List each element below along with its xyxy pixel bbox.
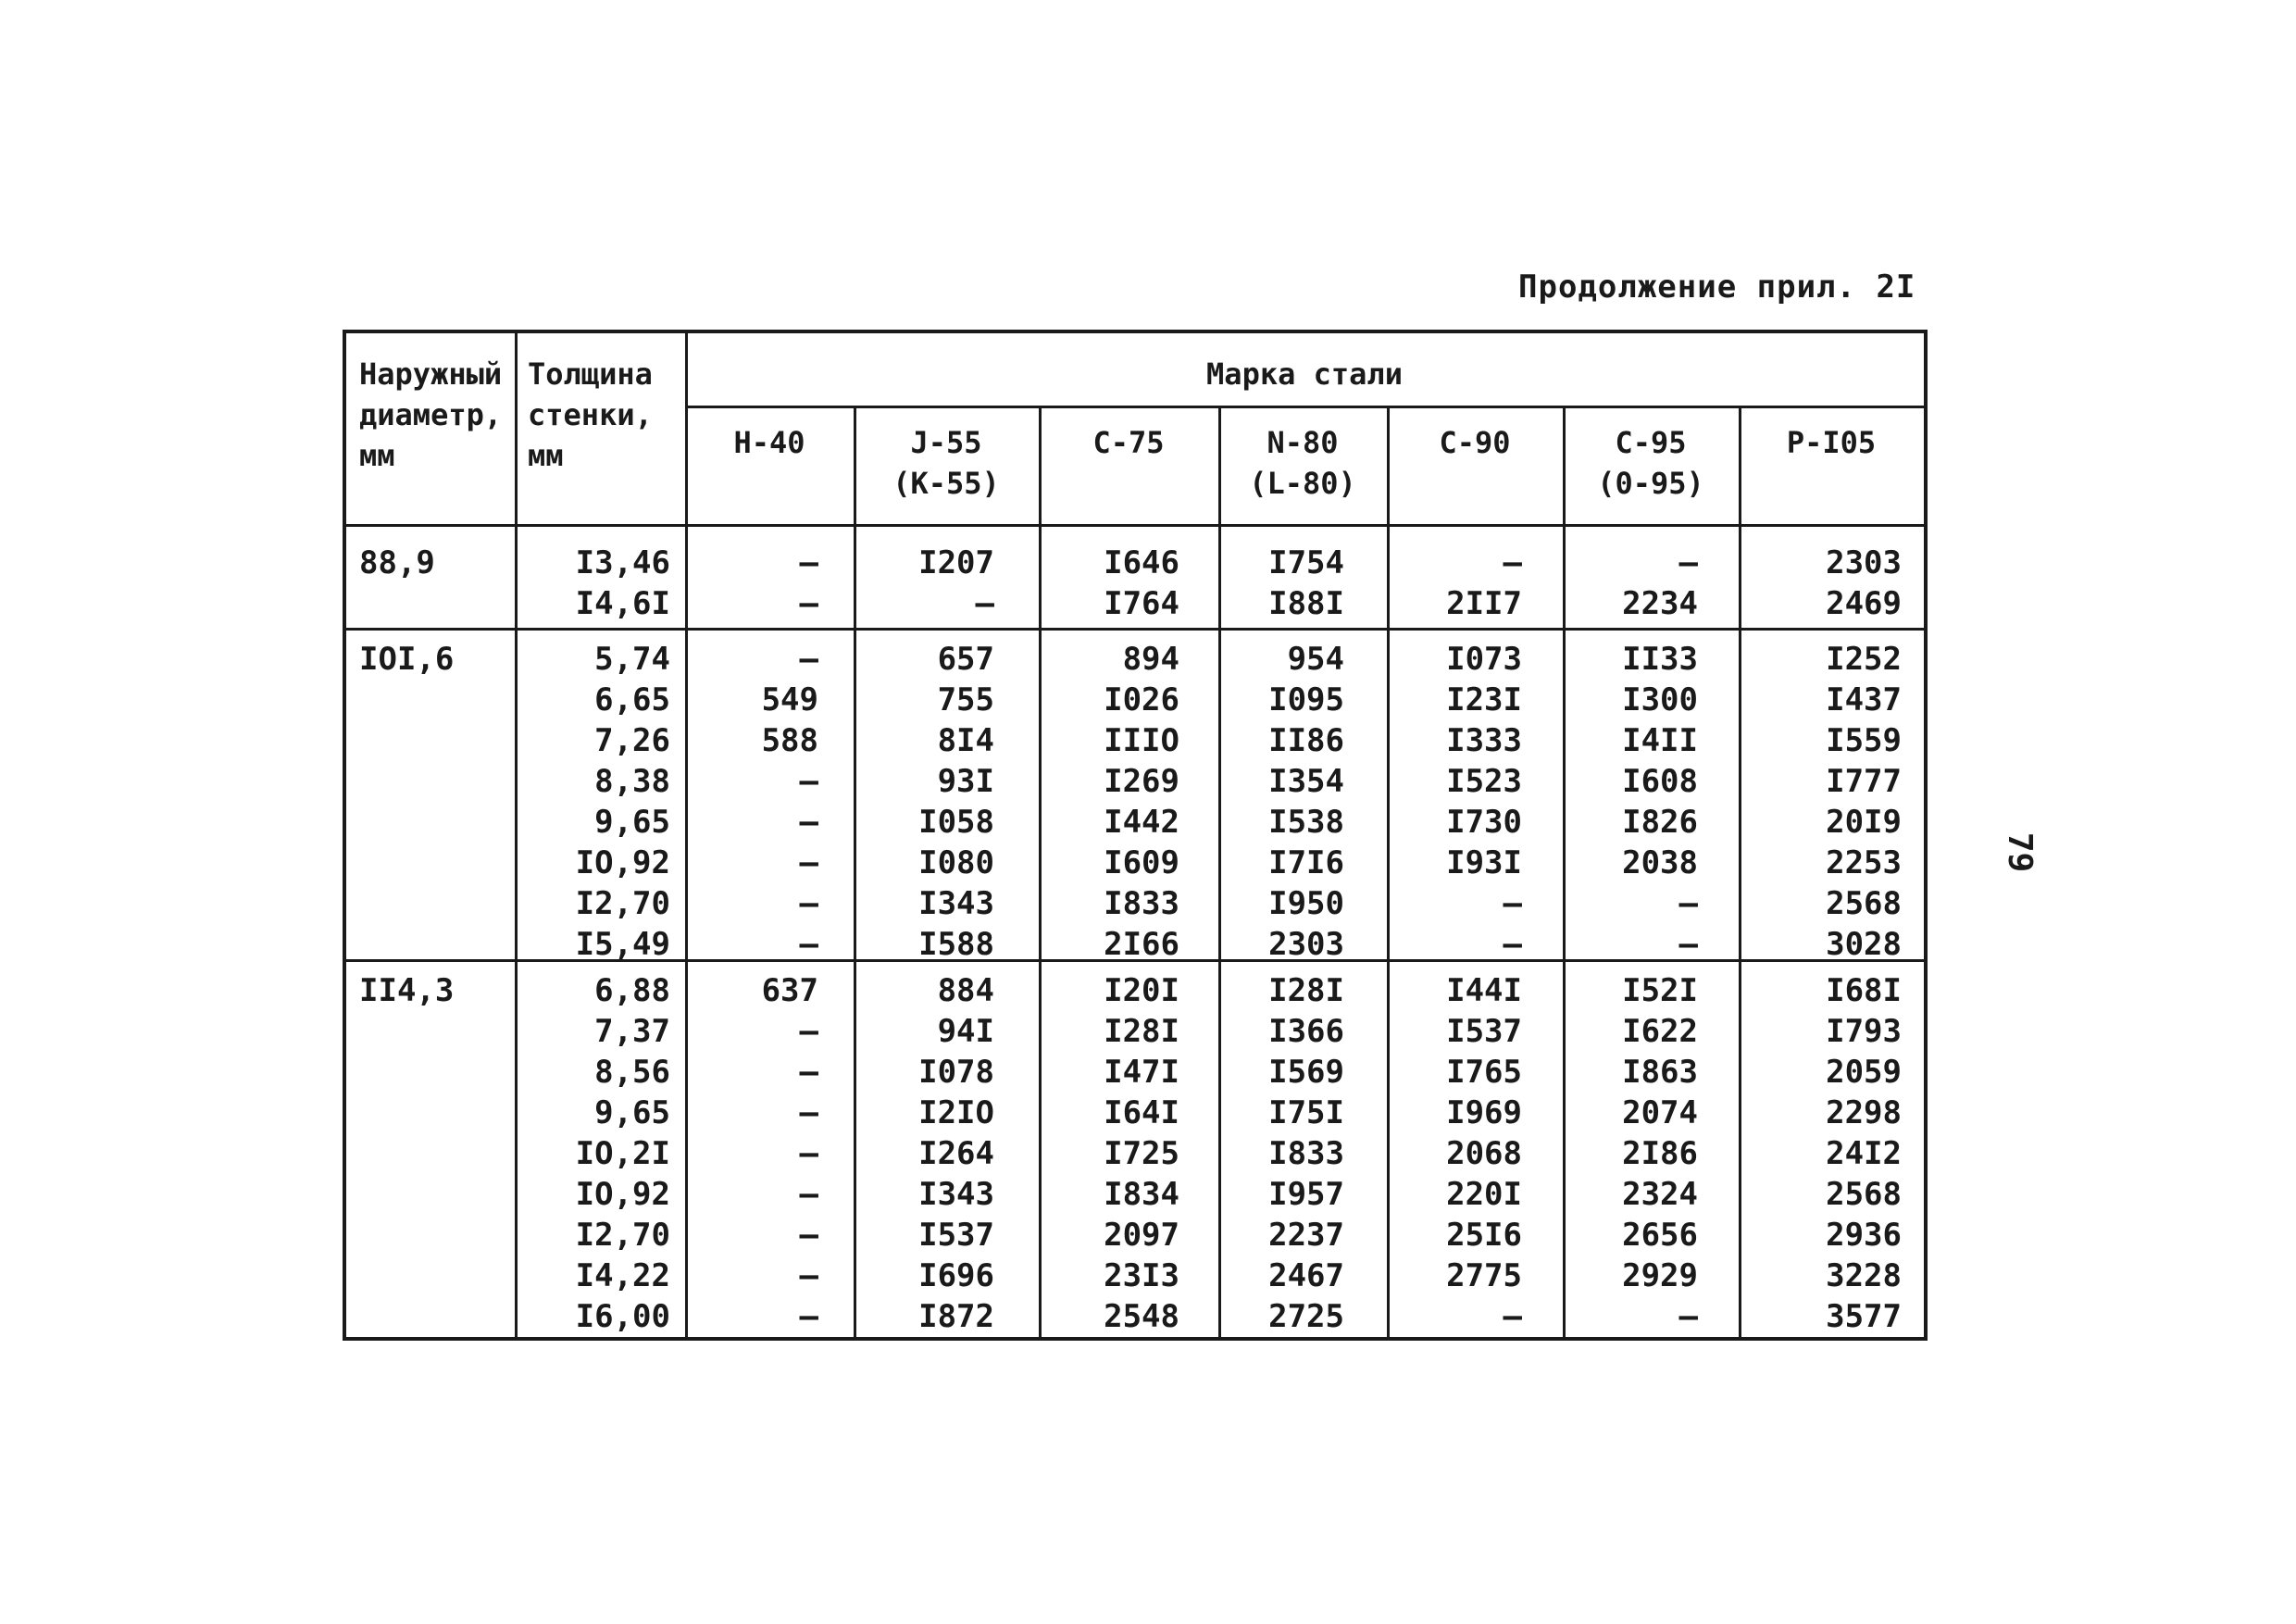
cell-value: – bbox=[799, 804, 818, 841]
cell-value: I537 bbox=[1446, 1013, 1522, 1050]
cell-value: I863 bbox=[1622, 1054, 1698, 1091]
cell-value: 2469 bbox=[1826, 585, 1902, 622]
cell-thickness: I5,49 bbox=[575, 926, 670, 963]
cell-value: I52I bbox=[1622, 972, 1698, 1009]
cell-value: I957 bbox=[1268, 1176, 1344, 1213]
cell-value: – bbox=[1503, 1298, 1522, 1335]
cell-value: – bbox=[799, 1054, 818, 1091]
cell-value: I354 bbox=[1268, 763, 1344, 800]
grade-header-c75: С-75 bbox=[1092, 425, 1165, 460]
cell-value: 2298 bbox=[1826, 1094, 1902, 1131]
cell-value: 2936 bbox=[1826, 1217, 1902, 1254]
cell-value: – bbox=[1503, 926, 1522, 963]
cell-thickness: I3,46 bbox=[575, 544, 670, 581]
cell-thickness: IO,2I bbox=[575, 1135, 670, 1172]
cell-value: II33 bbox=[1622, 641, 1698, 678]
cell-value: 2929 bbox=[1622, 1257, 1698, 1294]
cell-value: I75I bbox=[1268, 1094, 1344, 1131]
cell-value: I44I bbox=[1446, 972, 1522, 1009]
cell-value: I88I bbox=[1268, 585, 1344, 622]
cell-value: I269 bbox=[1104, 763, 1179, 800]
page-number: 79 bbox=[2001, 831, 2040, 873]
cell-thickness: I4,22 bbox=[575, 1257, 670, 1294]
cell-value: IIIO bbox=[1104, 722, 1179, 759]
cell-value: 2568 bbox=[1826, 885, 1902, 922]
table-row bbox=[346, 970, 1924, 1011]
cell-value: I28I bbox=[1268, 972, 1344, 1009]
cell-value: I264 bbox=[918, 1135, 994, 1172]
cell-thickness: 6,65 bbox=[594, 681, 670, 718]
cell-value: – bbox=[1678, 926, 1698, 963]
cell-thickness: 8,38 bbox=[594, 763, 670, 800]
cell-value: – bbox=[799, 1176, 818, 1213]
cell-thickness: I2,70 bbox=[575, 1217, 670, 1254]
grade-header-j55: J-55 (К-55) bbox=[892, 425, 1000, 501]
cell-value: – bbox=[799, 1298, 818, 1335]
table-row bbox=[346, 543, 1924, 583]
cell-value: I764 bbox=[1104, 585, 1179, 622]
cell-value: I23I bbox=[1446, 681, 1522, 718]
cell-value: – bbox=[799, 763, 818, 800]
grade-header-p105: Р-I05 bbox=[1786, 425, 1877, 460]
cell-value: I646 bbox=[1104, 544, 1179, 581]
table-row bbox=[346, 720, 1924, 761]
table-row bbox=[346, 802, 1924, 843]
cell-value: 2568 bbox=[1826, 1176, 1902, 1213]
table-row bbox=[346, 1052, 1924, 1093]
cell-value: – bbox=[799, 641, 818, 678]
cell-value: 8I4 bbox=[937, 722, 994, 759]
table-row bbox=[346, 1011, 1924, 1052]
cell-value: – bbox=[799, 1094, 818, 1131]
table-row bbox=[346, 583, 1924, 624]
cell-value: 2II7 bbox=[1446, 585, 1522, 622]
cell-value: – bbox=[799, 1257, 818, 1294]
cell-value: I058 bbox=[918, 804, 994, 841]
cell-value: I725 bbox=[1104, 1135, 1179, 1172]
cell-value: I026 bbox=[1104, 681, 1179, 718]
cell-value: – bbox=[799, 926, 818, 963]
table-row bbox=[346, 1174, 1924, 1215]
cell-value: 2234 bbox=[1622, 585, 1698, 622]
cell-value: I538 bbox=[1268, 804, 1344, 841]
cell-value: 2097 bbox=[1104, 1217, 1179, 1254]
cell-value: I20I bbox=[1104, 972, 1179, 1009]
header-bottom-line bbox=[346, 524, 1924, 527]
group-divider bbox=[346, 628, 1924, 631]
cell-value: I4II bbox=[1622, 722, 1698, 759]
cell-value: 2I86 bbox=[1622, 1135, 1698, 1172]
cell-thickness: I2,70 bbox=[575, 885, 670, 922]
header-steel-grade: Марка стали bbox=[1206, 356, 1403, 392]
cell-value: 2303 bbox=[1826, 544, 1902, 581]
cell-value: I080 bbox=[918, 844, 994, 881]
cell-thickness: 5,74 bbox=[594, 641, 670, 678]
grade-header-c90: С-90 bbox=[1439, 425, 1511, 460]
cell-value: I078 bbox=[918, 1054, 994, 1091]
cell-value: I588 bbox=[918, 926, 994, 963]
cell-value: I073 bbox=[1446, 641, 1522, 678]
cell-value: I537 bbox=[918, 1217, 994, 1254]
cell-value: 2467 bbox=[1268, 1257, 1344, 1294]
table-row bbox=[346, 1255, 1924, 1296]
cell-value: – bbox=[799, 1217, 818, 1254]
cell-value: – bbox=[975, 585, 994, 622]
cell-value: 2548 bbox=[1104, 1298, 1179, 1335]
cell-value: I47I bbox=[1104, 1054, 1179, 1091]
cell-value: I300 bbox=[1622, 681, 1698, 718]
cell-value: I559 bbox=[1826, 722, 1902, 759]
cell-value: – bbox=[799, 585, 818, 622]
cell-value: I793 bbox=[1826, 1013, 1902, 1050]
cell-value: 2068 bbox=[1446, 1135, 1522, 1172]
cell-value: I437 bbox=[1826, 681, 1902, 718]
cell-value: – bbox=[799, 544, 818, 581]
grade-header-c95: С-95 (0-95) bbox=[1597, 425, 1704, 501]
cell-value: I333 bbox=[1446, 722, 1522, 759]
cell-value: 220I bbox=[1446, 1176, 1522, 1213]
cell-thickness: 9,65 bbox=[594, 1094, 670, 1131]
table-row bbox=[346, 1133, 1924, 1174]
cell-value: I609 bbox=[1104, 844, 1179, 881]
cell-value: 2038 bbox=[1622, 844, 1698, 881]
table-row bbox=[346, 1093, 1924, 1133]
header-diameter: Наружный диаметр, мм bbox=[359, 356, 503, 473]
grade-header-h40: Н-40 bbox=[733, 425, 805, 460]
cell-value: I93I bbox=[1446, 844, 1522, 881]
cell-value: – bbox=[1503, 885, 1522, 922]
cell-value: 2I66 bbox=[1104, 926, 1179, 963]
cell-value: I872 bbox=[918, 1298, 994, 1335]
table-row bbox=[346, 639, 1924, 680]
cell-value: 894 bbox=[1122, 641, 1179, 678]
cell-value: I343 bbox=[918, 885, 994, 922]
cell-value: I343 bbox=[918, 1176, 994, 1213]
cell-value: I2IO bbox=[918, 1094, 994, 1131]
cell-value: 2725 bbox=[1268, 1298, 1344, 1335]
cell-value: 3577 bbox=[1826, 1298, 1902, 1335]
cell-diameter: IOI,6 bbox=[359, 641, 455, 678]
cell-diameter: 88,9 bbox=[359, 544, 435, 581]
table-row bbox=[346, 761, 1924, 802]
cell-value: 954 bbox=[1287, 641, 1344, 678]
cell-thickness: I6,00 bbox=[575, 1298, 670, 1335]
cell-value: 20I9 bbox=[1826, 804, 1902, 841]
cell-value: II86 bbox=[1268, 722, 1344, 759]
cell-value: I777 bbox=[1826, 763, 1902, 800]
cell-value: – bbox=[1678, 544, 1698, 581]
cell-value: 755 bbox=[937, 681, 994, 718]
cell-value: I730 bbox=[1446, 804, 1522, 841]
cell-value: 93I bbox=[937, 763, 994, 800]
cell-value: I366 bbox=[1268, 1013, 1344, 1050]
cell-value: 23I3 bbox=[1104, 1257, 1179, 1294]
cell-value: 637 bbox=[761, 972, 818, 1009]
cell-thickness: I4,6I bbox=[575, 585, 670, 622]
cell-value: I64I bbox=[1104, 1094, 1179, 1131]
cell-value: 657 bbox=[937, 641, 994, 678]
cell-value: 2303 bbox=[1268, 926, 1344, 963]
cell-value: I28I bbox=[1104, 1013, 1179, 1050]
cell-thickness: 7,37 bbox=[594, 1013, 670, 1050]
cell-value: 3028 bbox=[1826, 926, 1902, 963]
cell-value: I833 bbox=[1268, 1135, 1344, 1172]
table-caption: Продолжение прил. 2I bbox=[1518, 269, 1916, 306]
cell-value: I765 bbox=[1446, 1054, 1522, 1091]
cell-value: – bbox=[799, 1013, 818, 1050]
cell-value: 24I2 bbox=[1826, 1135, 1902, 1172]
cell-value: – bbox=[1503, 544, 1522, 581]
cell-value: 2656 bbox=[1622, 1217, 1698, 1254]
cell-thickness: IO,92 bbox=[575, 1176, 670, 1213]
cell-value: I095 bbox=[1268, 681, 1344, 718]
cell-value: 2253 bbox=[1826, 844, 1902, 881]
cell-value: 884 bbox=[937, 972, 994, 1009]
cell-value: I696 bbox=[918, 1257, 994, 1294]
table-row bbox=[346, 924, 1924, 965]
table-row bbox=[346, 1296, 1924, 1337]
table-row bbox=[346, 883, 1924, 924]
cell-value: – bbox=[1678, 1298, 1698, 1335]
cell-value: 3228 bbox=[1826, 1257, 1902, 1294]
cell-value: I7I6 bbox=[1268, 844, 1344, 881]
cell-value: – bbox=[799, 885, 818, 922]
table-row bbox=[346, 680, 1924, 720]
cell-value: I622 bbox=[1622, 1013, 1698, 1050]
cell-value: 2324 bbox=[1622, 1176, 1698, 1213]
cell-value: I950 bbox=[1268, 885, 1344, 922]
cell-value: 549 bbox=[761, 681, 818, 718]
cell-value: I569 bbox=[1268, 1054, 1344, 1091]
cell-value: I826 bbox=[1622, 804, 1698, 841]
cell-diameter: II4,3 bbox=[359, 972, 455, 1009]
cell-value: 2059 bbox=[1826, 1054, 1902, 1091]
cell-thickness: IO,92 bbox=[575, 844, 670, 881]
cell-value: 2237 bbox=[1268, 1217, 1344, 1254]
cell-value: 588 bbox=[761, 722, 818, 759]
cell-thickness: 7,26 bbox=[594, 722, 670, 759]
cell-value: I834 bbox=[1104, 1176, 1179, 1213]
cell-value: I754 bbox=[1268, 544, 1344, 581]
cell-value: – bbox=[799, 844, 818, 881]
cell-value: I252 bbox=[1826, 641, 1902, 678]
cell-value: I442 bbox=[1104, 804, 1179, 841]
grade-header-n80: N-80 (L-80) bbox=[1249, 425, 1356, 501]
cell-value: I608 bbox=[1622, 763, 1698, 800]
cell-thickness: 8,56 bbox=[594, 1054, 670, 1091]
cell-value: 94I bbox=[937, 1013, 994, 1050]
cell-value: I68I bbox=[1826, 972, 1902, 1009]
cell-value: – bbox=[799, 1135, 818, 1172]
cell-value: I523 bbox=[1446, 763, 1522, 800]
cell-value: 25I6 bbox=[1446, 1217, 1522, 1254]
cell-thickness: 9,65 bbox=[594, 804, 670, 841]
header-thickness: Толщина стенки, мм bbox=[528, 356, 653, 473]
steel-grade-table bbox=[343, 330, 1928, 1341]
header-subdivider bbox=[685, 406, 1924, 408]
cell-value: I833 bbox=[1104, 885, 1179, 922]
table-row bbox=[346, 1215, 1924, 1255]
table-row bbox=[346, 843, 1924, 883]
cell-value: – bbox=[1678, 885, 1698, 922]
cell-thickness: 6,88 bbox=[594, 972, 670, 1009]
cell-value: 2074 bbox=[1622, 1094, 1698, 1131]
cell-value: 2775 bbox=[1446, 1257, 1522, 1294]
cell-value: I207 bbox=[918, 544, 994, 581]
cell-value: I969 bbox=[1446, 1094, 1522, 1131]
